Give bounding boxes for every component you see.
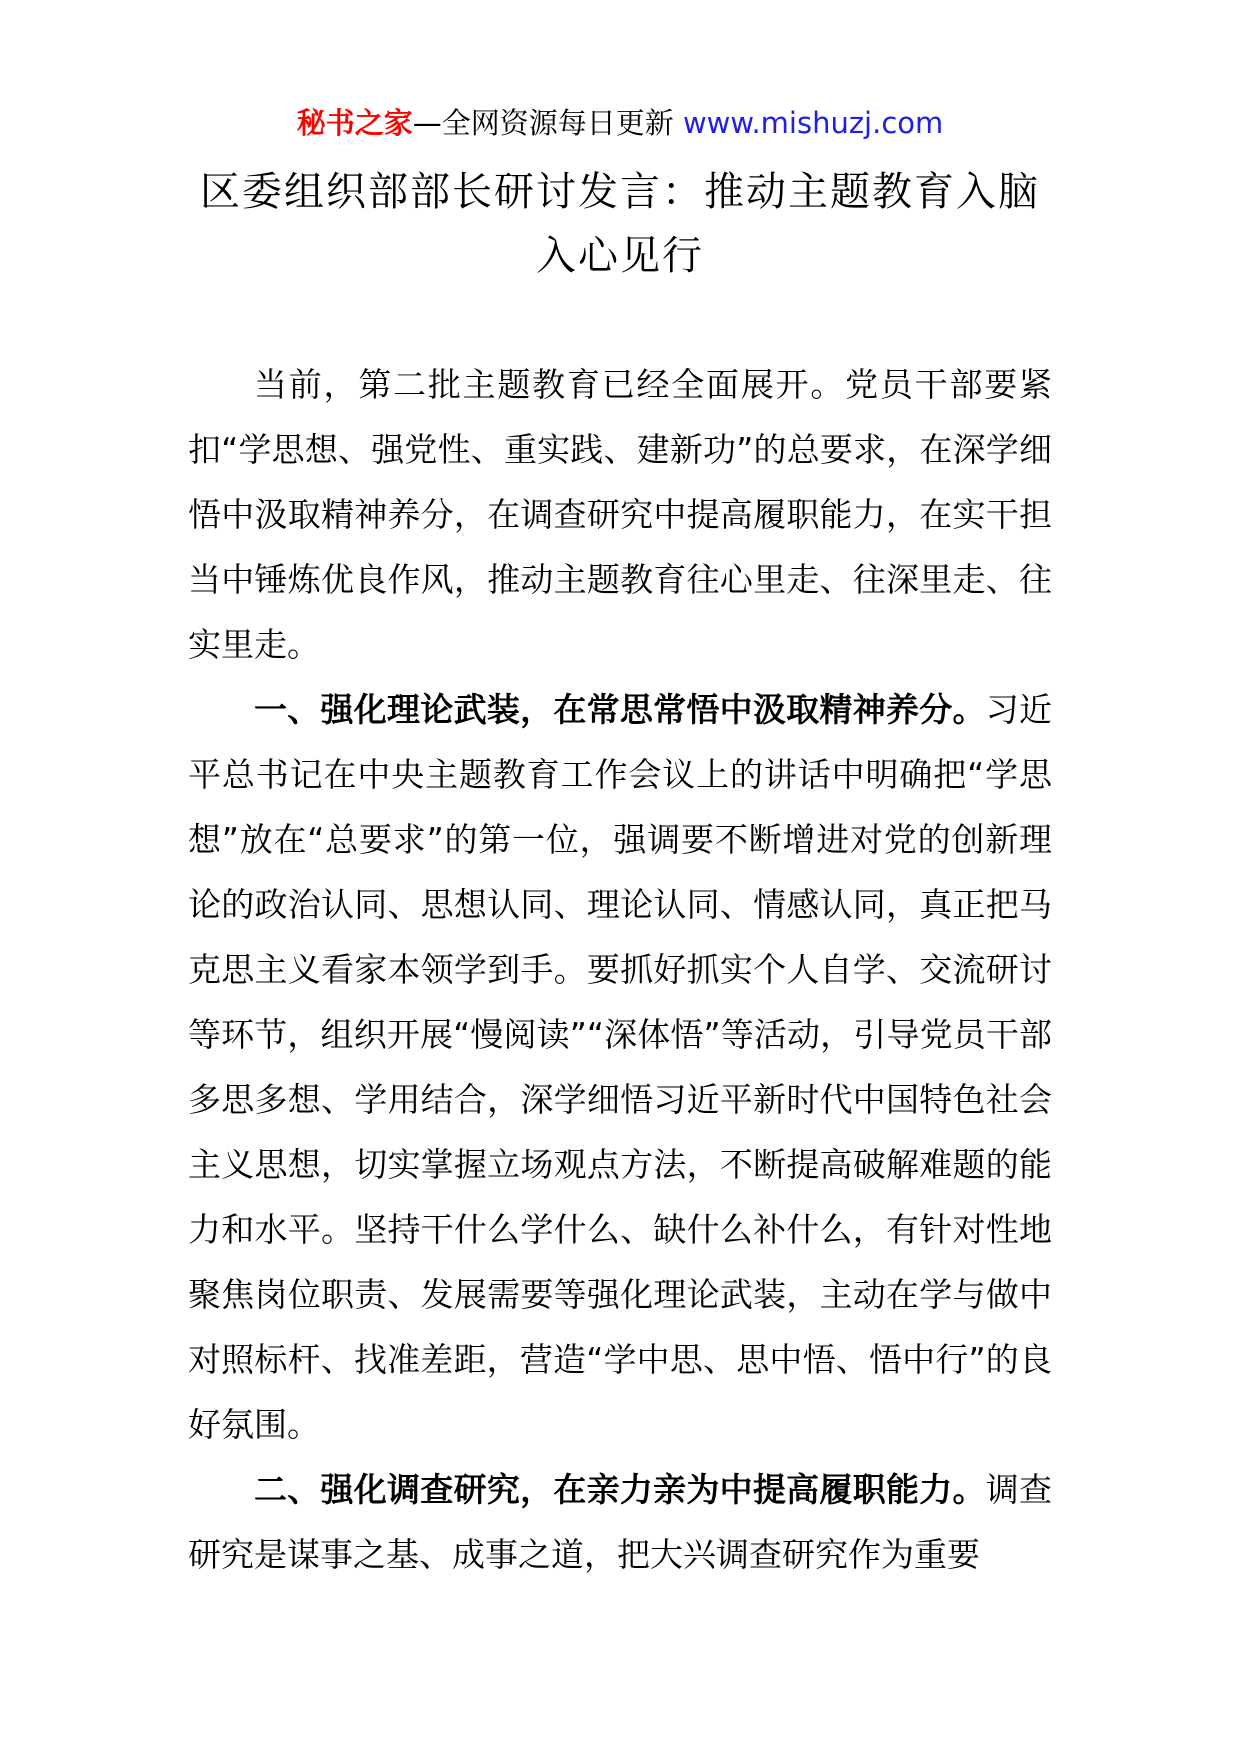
paragraph-intro — [188, 352, 1052, 677]
site-header — [0, 100, 1240, 146]
section-heading: 二、强化调查研究，在亲力亲为中提高履职能力。 — [254, 1470, 986, 1509]
paragraph-text: 调查研究是谋事之基、成事之道，把大兴调查研究作为重要 — [188, 1470, 1053, 1574]
brand-name: 秘书之家 — [296, 106, 413, 140]
paragraph-section-2 — [188, 1457, 1052, 1587]
paragraph-section-1 — [188, 677, 1052, 1457]
site-url-link[interactable]: www.mishuzj.com — [682, 106, 944, 140]
document-title — [140, 160, 1100, 288]
section-heading: 一、强化理论武装，在常思常悟中汲取精神养分。 — [254, 690, 986, 729]
title-line-2: 入心见行 — [536, 233, 704, 279]
paragraph-text: 习近平总书记在中央主题教育工作会议上的讲话中明确把“学思想”放在“总要求”的第一位，强调要不断增进对党的创新理论的政治认同、思想认同、理论认同、情感认同，真正把马克思主义看家本领学到手。要抓好抓实个人自学、交流研讨等环节，组织开展“慢阅读”“深体悟”等活动，引导党员干部多思多想、学用结合，深学细悟习近平新时代中国特色社会主义思想，切实掌握立场观点方法，不断提高破解难题的能力和水平。坚持干什么学什么、缺什么补什么，有针对性地聚焦岗位职责、发展需要等强化理论武装，主动在学与做中对照标杆、找准差距，营造“学中思、思中悟、悟中行”的良好氛围。 — [188, 690, 1053, 1444]
document-body — [188, 352, 1052, 1587]
site-tagline: —全网资源每日更新 — [412, 106, 683, 140]
paragraph-text: 当前，第二批主题教育已经全面展开。党员干部要紧扣“学思想、强党性、重实践、建新功”的总要求，在深学细悟中汲取精神养分，在调查研究中提高履职能力，在实干担当中锤炼优良作风，推动主题教育往心里走、往深里走、往实里走。 — [188, 365, 1052, 664]
title-line-1: 区委组织部部长研讨发言：推动主题教育入脑 — [200, 169, 1040, 215]
